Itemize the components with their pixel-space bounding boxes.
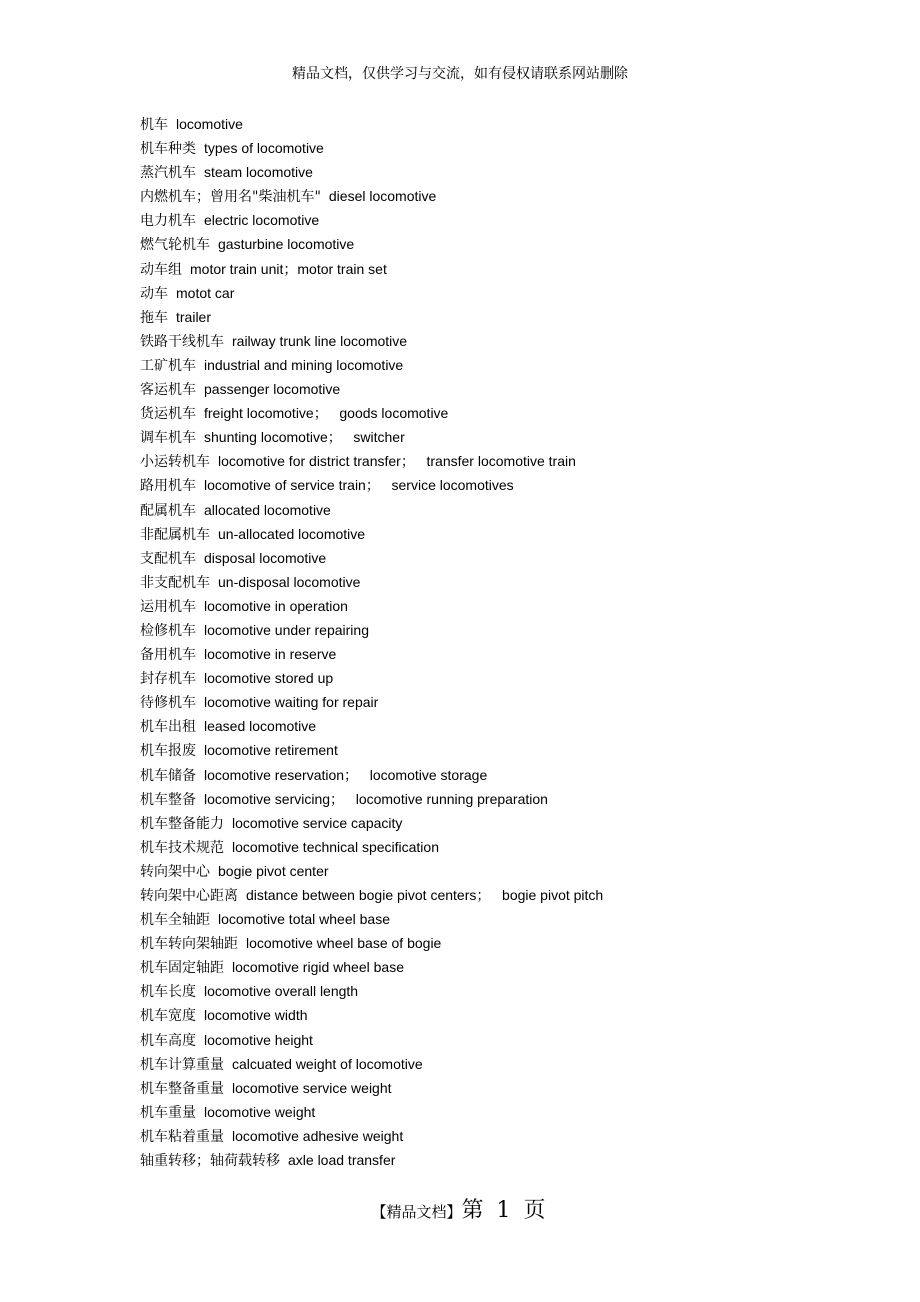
term-chinese: 机车宽度 (140, 1008, 196, 1025)
glossary-entry (140, 1076, 880, 1100)
term-english: locomotive servicing； locomotive running preparation (204, 790, 548, 807)
term-chinese: 运用机车 (140, 598, 196, 615)
term-english: leased locomotive (204, 718, 317, 735)
term-english: locomotive for district transfer； transfer locomotive train (218, 453, 576, 470)
term-chinese: 机车种类 (140, 141, 196, 158)
term-english: types of locomotive (204, 140, 324, 157)
term-chinese: 轴重转移；轴荷载转移 (140, 1153, 280, 1170)
term-english: shunting locomotive； switcher (204, 429, 405, 446)
term-english: locomotive adhesive weight (232, 1127, 404, 1144)
glossary-entry (140, 618, 880, 642)
term-chinese: 机车技术规范 (140, 839, 224, 856)
glossary-entry (140, 835, 880, 859)
page-header: 精品文档，仅供学习与交流，如有侵权请联系网站删除 (292, 66, 628, 82)
term-english: electric locomotive (204, 212, 320, 229)
term-chinese: 机车 (140, 117, 168, 133)
glossary-entry (140, 425, 880, 449)
term-chinese: 封存机车 (140, 671, 196, 688)
term-english: locomotive service weight (232, 1079, 392, 1096)
glossary-entry (140, 690, 880, 714)
term-english: industrial and mining locomotive (204, 356, 404, 373)
term-chinese: 内燃机车；曾用名"柴油机车" (140, 189, 321, 206)
term-english: locomotive (176, 116, 243, 132)
term-chinese: 转向架中心 (140, 863, 210, 880)
glossary-list (140, 112, 880, 1172)
term-chinese: 燃气轮机车 (140, 237, 210, 254)
term-chinese: 机车整备 (140, 791, 196, 808)
glossary-entry (140, 522, 880, 546)
term-english: bogie pivot center (218, 862, 329, 879)
term-chinese: 电力机车 (140, 213, 196, 230)
term-chinese: 非支配机车 (140, 574, 210, 591)
glossary-entry (140, 184, 880, 208)
glossary-entry (140, 208, 880, 232)
glossary-entry (140, 449, 880, 473)
glossary-entry (140, 1028, 880, 1052)
term-english: allocated locomotive (204, 501, 331, 518)
term-english: locomotive wheel base of bogie (246, 935, 442, 952)
term-chinese: 非配属机车 (140, 526, 210, 543)
term-english: locomotive stored up (204, 670, 334, 687)
glossary-entry (140, 401, 880, 425)
term-chinese: 机车整备能力 (140, 815, 224, 832)
term-english: axle load transfer (288, 1152, 396, 1169)
term-chinese: 机车固定轴距 (140, 960, 224, 977)
term-english: locomotive retirement (204, 742, 338, 759)
term-chinese: 配属机车 (140, 502, 196, 519)
glossary-entry (140, 570, 880, 594)
term-english: locomotive weight (204, 1103, 316, 1120)
term-chinese: 转向架中心距离 (140, 888, 238, 904)
glossary-entry (140, 257, 880, 281)
term-chinese: 机车粘着重量 (140, 1128, 224, 1145)
glossary-entry (140, 859, 880, 883)
term-chinese: 动车 (140, 285, 168, 302)
glossary-entry (140, 931, 880, 955)
glossary-entry (140, 329, 880, 353)
term-chinese: 动车组 (140, 261, 182, 278)
glossary-entry (140, 955, 880, 979)
term-chinese: 机车计算重量 (140, 1056, 224, 1073)
term-chinese: 机车转向架轴距 (140, 936, 238, 953)
term-english: locomotive width (204, 1007, 308, 1024)
term-english: diesel locomotive (328, 188, 437, 205)
glossary-entry (140, 473, 880, 497)
term-english: locomotive total wheel base (218, 911, 390, 928)
glossary-entry (140, 594, 880, 618)
term-chinese: 小运转机车 (140, 454, 210, 471)
term-english: un-allocated locomotive (218, 525, 366, 542)
term-chinese: 蒸汽机车 (140, 165, 196, 182)
glossary-entry (140, 811, 880, 835)
term-english: disposal locomotive (204, 549, 327, 566)
term-chinese: 客运机车 (140, 382, 196, 399)
glossary-entry (140, 136, 880, 160)
term-chinese: 待修机车 (140, 695, 196, 712)
term-chinese: 机车长度 (140, 984, 196, 1001)
term-chinese: 支配机车 (140, 550, 196, 567)
term-english: passenger locomotive (204, 381, 341, 398)
glossary-entry (140, 907, 880, 931)
term-english: locomotive overall length (204, 983, 359, 1000)
term-english: locomotive reservation； locomotive storage (204, 766, 488, 783)
term-english: locomotive waiting for repair (204, 694, 379, 711)
glossary-entry (140, 353, 880, 377)
term-english: locomotive height (204, 1031, 313, 1048)
footer-tag: 【精品文档】 (371, 1203, 462, 1221)
term-english: locomotive in reserve (204, 646, 337, 663)
term-english: distance between bogie pivot centers； bogie pivot pitch (246, 887, 604, 903)
glossary-entry (140, 546, 880, 570)
glossary-entry (140, 979, 880, 1003)
glossary-entry (140, 787, 880, 811)
term-chinese: 机车出租 (140, 719, 196, 736)
term-chinese: 货运机车 (140, 406, 196, 423)
term-chinese: 机车高度 (140, 1032, 196, 1049)
glossary-entry (140, 498, 880, 522)
glossary-entry (140, 666, 880, 690)
glossary-entry (140, 883, 880, 907)
term-chinese: 备用机车 (140, 647, 196, 664)
glossary-entry (140, 1100, 880, 1124)
term-chinese: 调车机车 (140, 430, 196, 447)
term-chinese: 机车报废 (140, 743, 196, 760)
term-english: railway trunk line locomotive (232, 332, 408, 349)
glossary-entry (140, 763, 880, 787)
term-chinese: 工矿机车 (140, 357, 196, 374)
term-english: motot car (176, 284, 235, 301)
term-english: locomotive of service train； service locomotives (204, 477, 514, 494)
term-chinese: 拖车 (140, 309, 168, 326)
glossary-entry (140, 1052, 880, 1076)
term-chinese: 路用机车 (140, 478, 196, 495)
term-chinese: 铁路干线机车 (140, 333, 224, 350)
glossary-entry (140, 642, 880, 666)
page-footer (0, 1196, 920, 1227)
glossary-entry (140, 738, 880, 762)
glossary-entry (140, 305, 880, 329)
glossary-entry (140, 714, 880, 738)
glossary-entry (140, 377, 880, 401)
term-chinese: 机车全轴距 (140, 912, 210, 929)
glossary-entry (140, 112, 880, 136)
term-chinese: 机车整备重量 (140, 1080, 224, 1097)
term-english: un-disposal locomotive (218, 573, 361, 590)
term-english: gasturbine locomotive (218, 236, 355, 253)
glossary-entry (140, 281, 880, 305)
glossary-entry (140, 232, 880, 256)
term-chinese: 机车储备 (140, 767, 196, 784)
glossary-entry (140, 1124, 880, 1148)
term-english: locomotive technical specification (232, 838, 439, 855)
term-english: steam locomotive (204, 164, 313, 181)
term-english: locomotive rigid wheel base (232, 959, 404, 976)
term-chinese: 机车重量 (140, 1104, 196, 1121)
term-english: motor train unit；motor train set (190, 260, 387, 277)
term-chinese: 检修机车 (140, 622, 196, 639)
glossary-entry (140, 1148, 880, 1172)
term-english: locomotive under repairing (204, 621, 369, 638)
term-english: calcuated weight of locomotive (232, 1055, 423, 1072)
term-english: locomotive service capacity (232, 814, 403, 831)
glossary-entry (140, 1003, 880, 1027)
page-number: 第 1 页 (461, 1198, 549, 1223)
glossary-entry (140, 160, 880, 184)
term-english: locomotive in operation (204, 597, 348, 614)
term-english: trailer (176, 308, 212, 325)
term-english: freight locomotive； goods locomotive (204, 405, 449, 422)
